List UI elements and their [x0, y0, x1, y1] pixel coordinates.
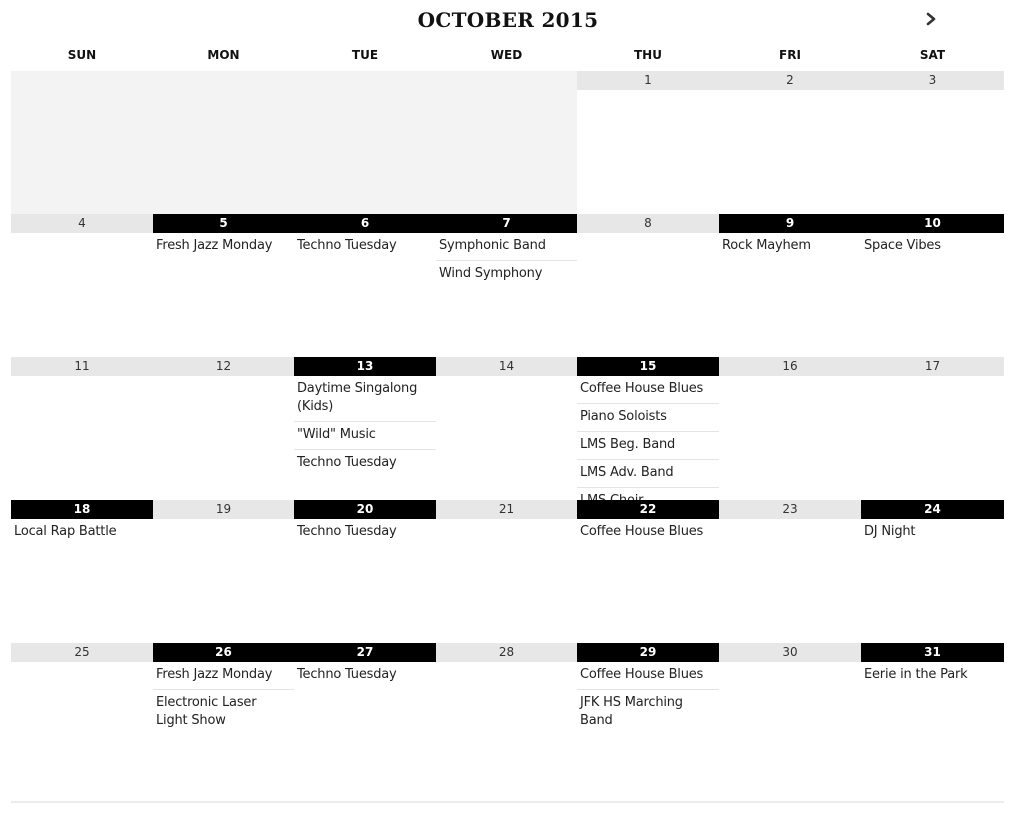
- day-number: 15: [577, 357, 719, 376]
- day-cell: [861, 500, 1004, 643]
- event-link[interactable]: Coffee House Blues: [577, 662, 719, 690]
- day-cell: [861, 71, 1004, 214]
- event-link[interactable]: Fresh Jazz Monday: [153, 662, 294, 690]
- day-cell: [11, 214, 153, 357]
- weekday-header-row: [11, 48, 1004, 68]
- day-cell: [861, 643, 1004, 786]
- event-list: [436, 233, 577, 288]
- event-link[interactable]: LMS Beg. Band: [577, 432, 719, 460]
- day-cell: [719, 71, 861, 214]
- day-cell: [294, 357, 436, 500]
- calendar-header: [0, 0, 1024, 40]
- day-number: 1: [577, 71, 719, 90]
- calendar-grid: [11, 71, 1004, 786]
- day-cell: [719, 643, 861, 786]
- day-cell: [577, 71, 719, 214]
- weekday-label: MON: [207, 48, 240, 62]
- day-cell: [719, 500, 861, 643]
- event-link[interactable]: Coffee House Blues: [577, 376, 719, 404]
- day-number: 10: [861, 214, 1004, 233]
- event-list: [11, 519, 153, 546]
- day-number: 2: [719, 71, 861, 90]
- day-cell: [11, 357, 153, 500]
- day-cell: [294, 500, 436, 643]
- day-number: 31: [861, 643, 1004, 662]
- event-link[interactable]: Coffee House Blues: [580, 524, 704, 539]
- next-month-button[interactable]: [918, 6, 944, 32]
- chevron-right-icon: [925, 12, 937, 26]
- event-list: [577, 662, 719, 735]
- event-link[interactable]: Techno Tuesday: [297, 238, 397, 253]
- event-link[interactable]: Techno Tuesday: [297, 455, 397, 470]
- day-cell: [719, 214, 861, 357]
- day-number: 13: [294, 357, 436, 376]
- week-row: [11, 357, 1004, 500]
- day-number: 29: [577, 643, 719, 662]
- event-list: [294, 376, 436, 477]
- day-number: 9: [719, 214, 861, 233]
- day-cell: [153, 214, 294, 357]
- empty-day-cell: [153, 71, 294, 214]
- day-cell: [577, 500, 719, 643]
- day-number: 26: [153, 643, 294, 662]
- day-number: 14: [436, 357, 577, 376]
- event-list: [577, 519, 719, 546]
- event-list: [719, 233, 861, 260]
- event-list: [861, 519, 1004, 546]
- event-link[interactable]: Electronic Laser Light Show: [156, 695, 257, 728]
- event-link[interactable]: Techno Tuesday: [297, 667, 397, 682]
- day-cell: [153, 500, 294, 643]
- day-number: 22: [577, 500, 719, 519]
- event-list: [153, 233, 294, 260]
- day-number: 18: [11, 500, 153, 519]
- day-number: 28: [436, 643, 577, 662]
- event-link[interactable]: Eerie in the Park: [864, 667, 968, 682]
- week-row: [11, 500, 1004, 643]
- day-cell: [153, 643, 294, 786]
- event-link[interactable]: Techno Tuesday: [297, 524, 397, 539]
- day-number: 25: [11, 643, 153, 662]
- weekday-label: WED: [490, 48, 523, 62]
- day-cell: [577, 643, 719, 786]
- empty-day-cell: [436, 71, 577, 214]
- event-link[interactable]: LMS Adv. Band: [577, 460, 719, 488]
- day-number: 24: [861, 500, 1004, 519]
- day-cell: [294, 643, 436, 786]
- event-link[interactable]: Symphonic Band: [436, 233, 577, 261]
- event-link[interactable]: "Wild" Music: [294, 422, 436, 450]
- day-number: 11: [11, 357, 153, 376]
- day-number: 5: [153, 214, 294, 233]
- day-cell: [719, 357, 861, 500]
- day-cell: [11, 643, 153, 786]
- event-list: [577, 376, 719, 515]
- event-link[interactable]: Piano Soloists: [577, 404, 719, 432]
- event-list: [294, 662, 436, 689]
- day-number: 12: [153, 357, 294, 376]
- day-cell: [436, 214, 577, 357]
- event-link[interactable]: JFK HS Marching Band: [580, 695, 683, 728]
- weekday-label: SAT: [919, 48, 946, 62]
- event-list: [861, 233, 1004, 260]
- weekday-label: TUE: [351, 48, 379, 62]
- empty-day-cell: [11, 71, 153, 214]
- day-cell: [11, 500, 153, 643]
- day-number: 27: [294, 643, 436, 662]
- weekday-label: SUN: [67, 48, 97, 62]
- event-link[interactable]: Rock Mayhem: [722, 238, 811, 253]
- day-cell: [294, 214, 436, 357]
- day-number: 7: [436, 214, 577, 233]
- week-row: [11, 214, 1004, 357]
- day-number: 21: [436, 500, 577, 519]
- day-cell: [861, 214, 1004, 357]
- day-cell: [577, 357, 719, 500]
- day-number: 4: [11, 214, 153, 233]
- event-link[interactable]: Fresh Jazz Monday: [156, 238, 273, 253]
- day-cell: [436, 643, 577, 786]
- event-list: [153, 662, 294, 735]
- day-number: 17: [861, 357, 1004, 376]
- month-title: OCTOBER 2015: [417, 8, 599, 32]
- weekday-label: THU: [634, 48, 662, 62]
- week-row: [11, 643, 1004, 786]
- day-cell: [577, 214, 719, 357]
- event-list: [861, 662, 1004, 689]
- day-cell: [436, 357, 577, 500]
- event-link[interactable]: Space Vibes: [864, 238, 941, 253]
- event-list: [294, 233, 436, 260]
- day-number: 20: [294, 500, 436, 519]
- event-link[interactable]: DJ Night: [864, 524, 916, 539]
- day-number: 8: [577, 214, 719, 233]
- divider: [11, 801, 1004, 803]
- event-list: [294, 519, 436, 546]
- event-link[interactable]: Wind Symphony: [439, 266, 543, 281]
- day-number: 3: [861, 71, 1004, 90]
- event-link[interactable]: Local Rap Battle: [14, 524, 117, 539]
- day-cell: [861, 357, 1004, 500]
- week-row: [11, 71, 1004, 214]
- day-number: 6: [294, 214, 436, 233]
- day-cell: [436, 500, 577, 643]
- day-number: 16: [719, 357, 861, 376]
- empty-day-cell: [294, 71, 436, 214]
- day-number: 23: [719, 500, 861, 519]
- event-link[interactable]: Daytime Singalong (Kids): [294, 376, 436, 422]
- weekday-label: FRI: [779, 48, 801, 62]
- day-cell: [153, 357, 294, 500]
- day-number: 19: [153, 500, 294, 519]
- day-number: 30: [719, 643, 861, 662]
